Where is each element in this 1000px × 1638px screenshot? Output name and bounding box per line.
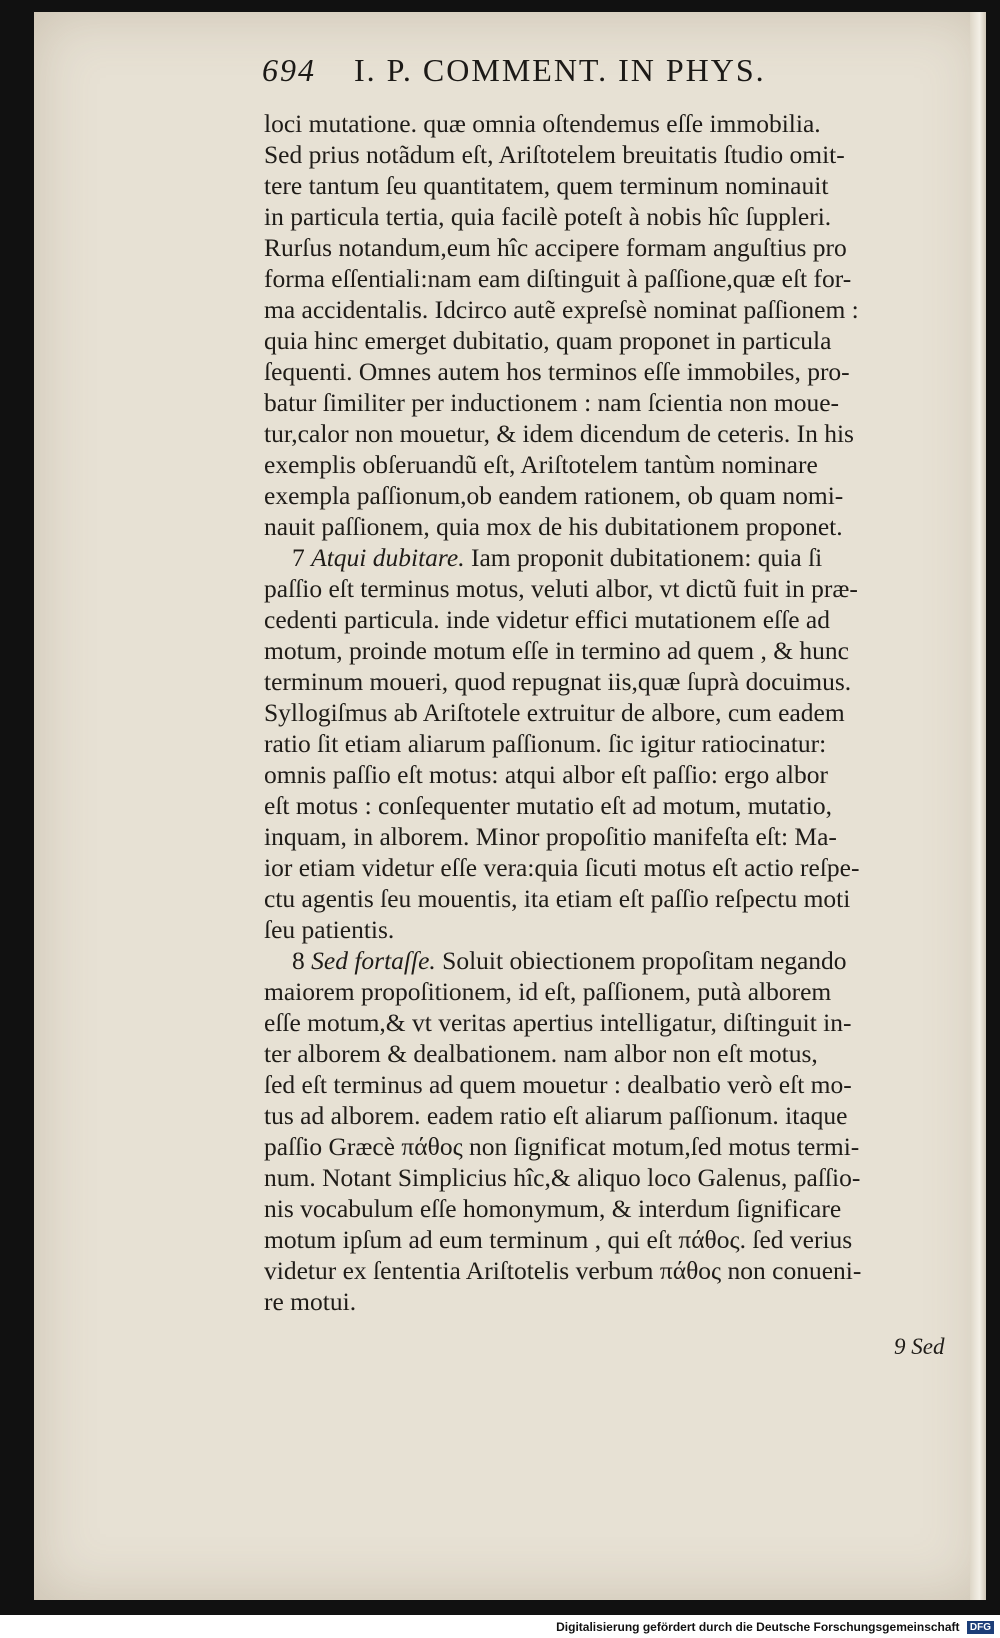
text-line — [264, 790, 958, 821]
line-text: motum, proinde motum eſſe in termino ad quem , & hunc — [264, 636, 849, 665]
text-line — [264, 511, 958, 542]
line-text: tus ad alborem. eadem ratio eſt aliarum paſſionum. itaque — [264, 1101, 848, 1130]
line-text: ſed eſt terminus ad quem mouetur : dealbatio verò eſt mo- — [264, 1070, 852, 1099]
text-line — [264, 573, 958, 604]
text-line — [264, 945, 958, 976]
line-text: motum ipſum ad eum terminum , qui eſt πάθος. ſed verius — [264, 1225, 853, 1254]
line-text: paſſio Græcè πάθος non ſignificat motum,ſed motus termi- — [264, 1132, 860, 1161]
line-text: terminum moueri, quod repugnat iis,quæ ſuprà docuimus. — [264, 667, 852, 696]
line-text: re motui. — [264, 1287, 357, 1316]
text-line — [264, 604, 958, 635]
line-text: ſequenti. Omnes autem hos terminos eſſe immobiles, pro- — [264, 357, 850, 386]
line-text: in particula tertia, quia facilè poteſt à nobis hîc ſuppleri. — [264, 202, 832, 231]
text-line — [264, 852, 958, 883]
text-line — [264, 635, 958, 666]
line-text: exemplis obſeruandũ eſt, Ariſtotelem tantùm nominare — [264, 450, 818, 479]
text-line — [264, 232, 958, 263]
line-text: maiorem propoſitionem, id eſt, paſſionem, putà alborem — [264, 977, 832, 1006]
line-text: num. Notant Simplicius hîc,& aliquo loco Galenus, paſſio- — [264, 1163, 861, 1192]
line-text: eſſe motum,& vt veritas apertius intelligatur, diſtinguit in- — [264, 1008, 852, 1037]
line-text: forma eſſentiali:nam eam diſtinguit à paſſione,quæ eſt for- — [264, 264, 852, 293]
text-line — [264, 883, 958, 914]
text-line — [264, 821, 958, 852]
line-text: Sed prius notãdum eſt, Ariſtotelem breuitatis ſtudio omit- — [264, 140, 845, 169]
dfg-logo: DFG — [967, 1621, 994, 1634]
section-number: 7 — [292, 543, 305, 572]
text-line — [264, 325, 958, 356]
text-line — [264, 263, 958, 294]
line-text: tur,calor non mouetur, & idem dicendum de ceteris. In his — [264, 419, 854, 448]
text-line — [264, 914, 958, 945]
text-line — [264, 201, 958, 232]
text-line — [264, 1038, 958, 1069]
body-text — [264, 108, 958, 1317]
line-text: omnis paſſio eſt motus: atqui albor eſt paſſio: ergo albor — [264, 760, 828, 789]
line-text: loci mutatione. quæ omnia oſtendemus eſſe immobilia. — [264, 109, 821, 138]
footer-text: Digitalisierung gefördert durch die Deutsche Forschungsgemeinschaft — [556, 1619, 960, 1634]
line-text: ſeu patientis. — [264, 915, 395, 944]
line-text: Soluit obiectionem propoſitam negando — [442, 946, 847, 975]
page-header — [262, 52, 902, 100]
text-line — [264, 108, 958, 139]
text-line — [264, 294, 958, 325]
line-text: Syllogiſmus ab Ariſtotele extruitur de albore, cum eadem — [264, 698, 845, 727]
line-text: Rurſus notandum,eum hîc accipere formam anguſtius pro — [264, 233, 847, 262]
line-text: eſt motus : conſequenter mutatio eſt ad motum, mutatio, — [264, 791, 832, 820]
text-line — [264, 480, 958, 511]
page-number: 694 — [262, 52, 316, 88]
line-text: batur ſimiliter per inductionem : nam ſcientia non moue- — [264, 388, 840, 417]
text-line — [264, 759, 958, 790]
line-text: ratio ſit etiam aliarum paſſionum. ſic igitur ratiocinatur: — [264, 729, 827, 758]
section-number: 8 — [292, 946, 305, 975]
text-line — [264, 1193, 958, 1224]
line-text: nis vocabulum eſſe homonymum, & interdum ſignificare — [264, 1194, 842, 1223]
text-line — [264, 1255, 958, 1286]
text-line — [264, 1069, 958, 1100]
text-line — [264, 976, 958, 1007]
line-text: cedenti particula. inde videtur effici mutationem eſſe ad — [264, 605, 830, 634]
line-text: nauit paſſionem, quia mox de his dubitationem proponet. — [264, 512, 843, 541]
line-text: tere tantum ſeu quantitatem, quem terminum nominauit — [264, 171, 829, 200]
text-line — [264, 356, 958, 387]
line-text: quia hinc emerget dubitatio, quam proponet in particula — [264, 326, 832, 355]
catchword: 9 Sed — [894, 1334, 945, 1359]
line-text: videtur ex ſententia Ariſtotelis verbum πάθος non conueni- — [264, 1256, 862, 1285]
lemma: Atqui dubitare. — [311, 543, 465, 572]
text-line — [264, 728, 958, 759]
text-line — [264, 666, 958, 697]
text-line — [264, 1100, 958, 1131]
page-edge — [970, 12, 986, 1600]
line-text: exempla paſſionum,ob eandem rationem, ob quam nomi- — [264, 481, 844, 510]
line-text: ter alborem & dealbationem. nam albor non eſt motus, — [264, 1039, 818, 1068]
line-text: Iam proponit dubitationem: quia ſi — [470, 543, 823, 572]
text-line — [264, 387, 958, 418]
text-line — [264, 1131, 958, 1162]
text-line — [264, 1224, 958, 1255]
text-line — [264, 418, 958, 449]
text-line — [264, 170, 958, 201]
line-text: inquam, in alborem. Minor propoſitio manifeſta eſt: Ma- — [264, 822, 837, 851]
line-text: ma accidentalis. Idcirco autẽ expreſsè nominat paſſionem : — [264, 295, 859, 324]
line-text: paſſio eſt terminus motus, veluti albor, vt dictũ fuit in præ- — [264, 574, 858, 603]
digitization-footer — [556, 1620, 994, 1634]
text-line — [264, 1162, 958, 1193]
line-text: ior etiam videtur eſſe vera:quia ſicuti motus eſt actio reſpe- — [264, 853, 860, 882]
running-title: I. P. COMMENT. IN PHYS. — [354, 52, 766, 88]
text-line — [264, 139, 958, 170]
line-text: ctu agentis ſeu mouentis, ita etiam eſt paſſio reſpectu moti — [264, 884, 851, 913]
lemma: Sed fortaſſe. — [311, 946, 436, 975]
text-line — [264, 542, 958, 573]
text-line — [264, 1007, 958, 1038]
text-line — [264, 449, 958, 480]
text-line — [264, 1286, 958, 1317]
text-line — [264, 697, 958, 728]
